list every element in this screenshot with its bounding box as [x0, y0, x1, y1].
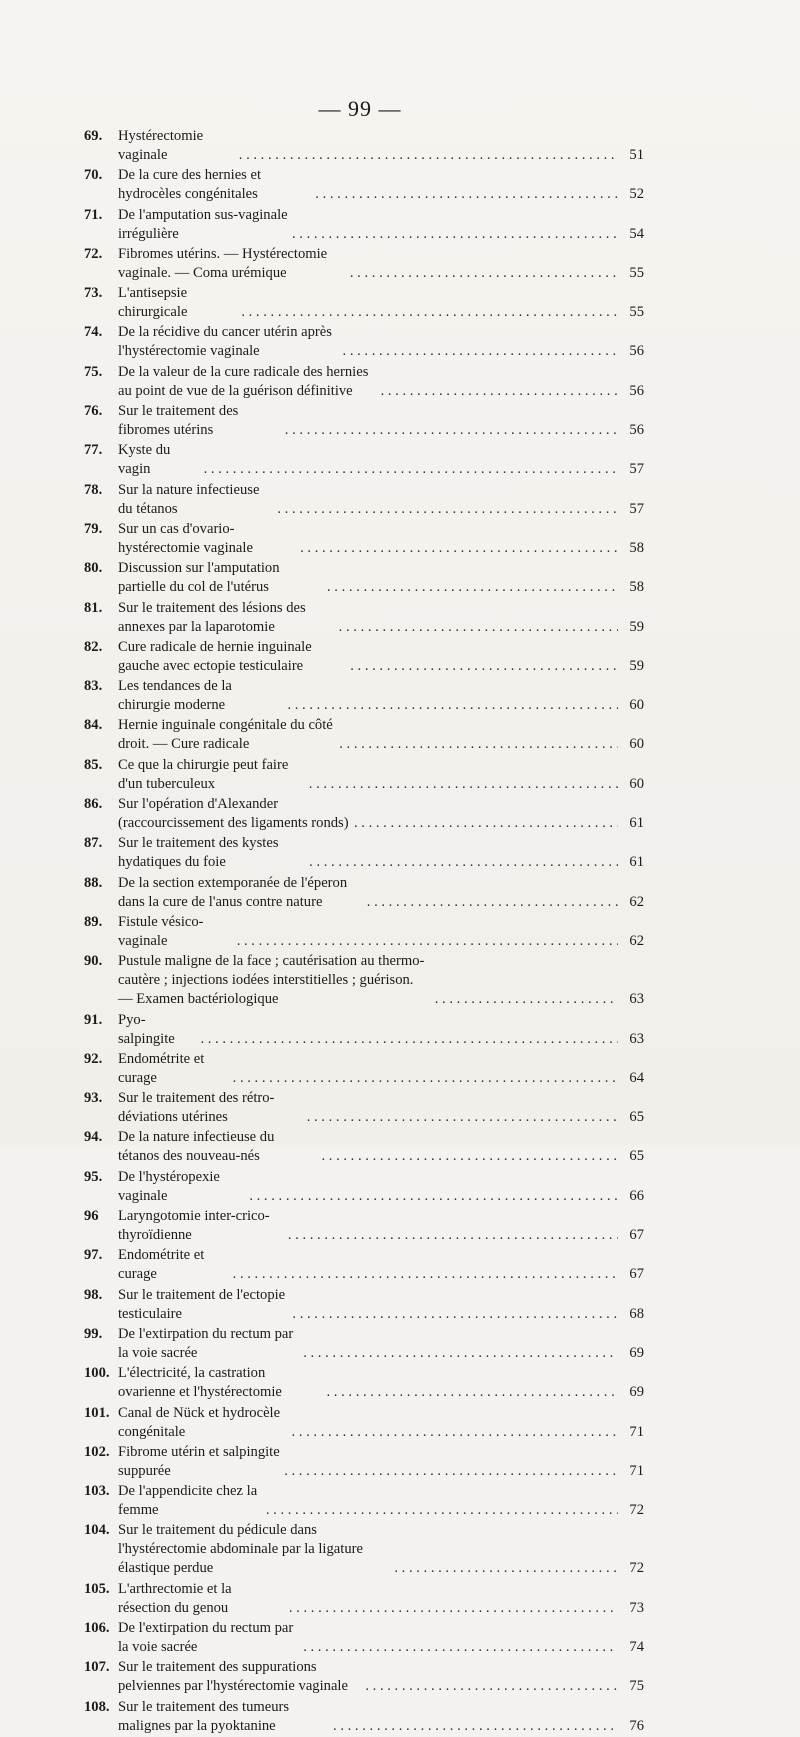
dot-leader: [200, 1030, 618, 1049]
entry-number: 102.: [84, 1443, 110, 1460]
dot-leader: [288, 1226, 618, 1245]
toc-entry: [84, 441, 644, 479]
entry-body: [118, 363, 644, 401]
dot-leader: [315, 185, 618, 204]
entry-page-number: 72: [629, 1502, 644, 1519]
toc-entry: [84, 127, 644, 165]
dot-leader: [289, 1599, 618, 1618]
entry-title: Canal de Nück et hydrocèle congénitale: [118, 1404, 281, 1440]
entry-number: 72.: [84, 245, 103, 262]
entry-body: [118, 1246, 644, 1284]
toc-entry: [84, 1325, 644, 1363]
entry-title: L'arthrectomie et la résection du genou: [118, 1580, 232, 1616]
entry-title: Sur la nature infectieuse du tétanos: [118, 481, 260, 517]
entry-body: [118, 874, 644, 912]
toc-entry: [84, 952, 644, 1009]
entry-number: 88.: [84, 874, 103, 891]
entry-page-number: 69: [629, 1384, 644, 1401]
dot-leader: [287, 696, 618, 715]
dot-leader: [292, 1423, 618, 1442]
entry-number: 108.: [84, 1698, 110, 1715]
table-of-contents: [84, 127, 644, 1737]
entry-body: [118, 1207, 644, 1245]
toc-entry: [84, 1698, 644, 1736]
entry-page-number: 55: [629, 304, 644, 321]
toc-entry: [84, 913, 644, 951]
entry-page-number: 74: [629, 1638, 644, 1655]
toc-entry: [84, 1619, 644, 1657]
dot-leader: [350, 264, 618, 283]
entry-page-number: 64: [629, 1069, 644, 1086]
entry-page-number: 65: [629, 1148, 644, 1165]
entry-page-number: 58: [629, 579, 644, 596]
dot-leader: [303, 1638, 618, 1657]
entry-body: [118, 599, 644, 637]
entry-page-number: 62: [629, 932, 644, 949]
entry-title: Kyste du vagin: [118, 442, 171, 478]
entry-body: [118, 677, 644, 715]
entry-title: L'antisepsie chirurgicale: [118, 285, 188, 321]
dot-leader: [303, 1344, 618, 1363]
entry-page-number: 57: [629, 500, 644, 517]
dot-leader: [327, 578, 618, 597]
toc-entry: [84, 1050, 644, 1088]
dot-leader: [327, 1383, 619, 1402]
entry-page-number: 56: [629, 422, 644, 439]
entry-title: Sur l'opération d'Alexander (raccourcissement des ligaments ronds): [118, 796, 349, 832]
dot-leader: [339, 735, 618, 754]
entry-number: 103.: [84, 1483, 110, 1500]
entry-number: 105.: [84, 1580, 110, 1597]
entry-body: [118, 323, 644, 361]
entry-title: Discussion sur l'amputation partielle du col de l'utérus: [118, 560, 280, 596]
entry-title: De la section extemporanée de l'éperon dans la cure de l'anus contre nature: [118, 874, 348, 910]
dot-leader: [354, 814, 618, 833]
entry-body: [118, 127, 644, 165]
toc-entry: [84, 599, 644, 637]
entry-title: L'électricité, la castration ovarienne et l'hystérectomie: [118, 1365, 282, 1401]
entry-body: [118, 834, 644, 872]
dot-leader: [204, 460, 618, 479]
entry-number: 95.: [84, 1168, 103, 1185]
entry-page-number: 63: [629, 1030, 644, 1047]
entry-title: De la valeur de la cure radicale des hernies au point de vue de la guérison définitive: [118, 363, 369, 399]
toc-entry: [84, 1404, 644, 1442]
dot-leader: [435, 990, 618, 1009]
entry-number: 106.: [84, 1619, 110, 1636]
dot-leader: [333, 1717, 618, 1736]
entry-page-number: 55: [629, 264, 644, 281]
toc-entry: [84, 1364, 644, 1402]
entry-title: Sur le traitement des rétro-déviations utérines: [118, 1090, 275, 1126]
entry-page-number: 68: [629, 1305, 644, 1322]
entry-title: Endométrite et curage: [118, 1247, 205, 1283]
toc-entry: [84, 245, 644, 283]
entry-number: 98.: [84, 1286, 103, 1303]
dot-leader: [309, 853, 618, 872]
entry-body: [118, 402, 644, 440]
entry-body: [118, 284, 644, 322]
entry-number: 85.: [84, 756, 103, 773]
entry-body: [118, 913, 644, 951]
entry-number: 84.: [84, 717, 103, 734]
toc-entry: [84, 677, 644, 715]
toc-entry: [84, 1011, 644, 1049]
entry-body: [118, 756, 644, 794]
entry-page-number: 59: [629, 657, 644, 674]
entry-title: Sur le traitement de l'ectopie testiculaire: [118, 1286, 286, 1322]
entry-page-number: 69: [629, 1344, 644, 1361]
toc-entry: [84, 716, 644, 754]
entry-page-number: 65: [629, 1109, 644, 1126]
entry-number: 75.: [84, 363, 103, 380]
entry-number: 91.: [84, 1011, 103, 1028]
entry-number: 97.: [84, 1247, 103, 1264]
entry-page-number: 62: [629, 893, 644, 910]
toc-entry: [84, 166, 644, 204]
toc-entry: [84, 756, 644, 794]
toc-entry: [84, 795, 644, 833]
entry-body: [118, 1168, 644, 1206]
entry-page-number: 72: [629, 1560, 644, 1577]
entry-title: Ce que la chirurgie peut faire d'un tuberculeux: [118, 756, 289, 792]
dot-leader: [285, 421, 618, 440]
dot-leader: [241, 303, 618, 322]
entry-page-number: 71: [629, 1462, 644, 1479]
toc-entry: [84, 402, 644, 440]
toc-entry: [84, 1443, 644, 1481]
entry-number: 104.: [84, 1522, 110, 1539]
entry-title: Les tendances de la chirurgie moderne: [118, 678, 232, 714]
entry-number: 80.: [84, 560, 103, 577]
entry-body: [118, 1443, 644, 1481]
entry-number: 87.: [84, 835, 103, 852]
entry-body: [118, 1482, 644, 1520]
entry-title: Fistule vésico-vaginale: [118, 913, 204, 949]
entry-body: [118, 481, 644, 519]
entry-body: [118, 520, 644, 558]
toc-entry: [84, 1658, 644, 1696]
entry-title: Fibromes utérins. — Hystérectomie vaginale. — Coma urémique: [118, 245, 328, 281]
entry-body: [118, 1521, 644, 1578]
entry-page-number: 63: [629, 991, 644, 1008]
entry-title: De l'extirpation du rectum par la voie sacrée: [118, 1325, 294, 1361]
entry-body: [118, 166, 644, 204]
dot-leader: [307, 1108, 618, 1127]
entry-title: De la récidive du cancer utérin après l'hystérectomie vaginale: [118, 324, 332, 360]
entry-title: Hernie inguinale congénitale du côté droit. — Cure radicale: [118, 717, 333, 753]
entry-page-number: 52: [629, 186, 644, 203]
entry-number: 100.: [84, 1365, 110, 1382]
dot-leader: [321, 1147, 618, 1166]
dot-leader: [300, 539, 618, 558]
toc-entry: [84, 559, 644, 597]
entry-body: [118, 716, 644, 754]
entry-page-number: 71: [629, 1423, 644, 1440]
entry-number: 76.: [84, 403, 103, 420]
entry-number: 99.: [84, 1325, 103, 1342]
entry-title: Sur un cas d'ovario-hystérectomie vaginale: [118, 520, 253, 556]
entry-page-number: 56: [629, 343, 644, 360]
entry-body: [118, 795, 644, 833]
dot-leader: [367, 893, 618, 912]
entry-body: [118, 559, 644, 597]
entry-body: [118, 1011, 644, 1049]
entry-title: De l'appendicite chez la femme: [118, 1483, 258, 1519]
entry-body: [118, 1050, 644, 1088]
entry-number: 74.: [84, 324, 103, 341]
entry-number: 92.: [84, 1050, 103, 1067]
dot-leader: [277, 500, 618, 519]
entry-title: Pustule maligne de la face ; cautérisation au thermo-cautère ; injections iodées interstitielles ; guérison. — Examen bactériologique: [118, 953, 425, 1008]
entry-number: 101.: [84, 1404, 110, 1421]
entry-title: Sur le traitement des suppurations pelviennes par l'hystérectomie vaginale: [118, 1659, 348, 1695]
entry-number: 89.: [84, 913, 103, 930]
entry-body: [118, 1658, 644, 1696]
entry-page-number: 67: [629, 1266, 644, 1283]
entry-number: 78.: [84, 481, 103, 498]
toc-entry: [84, 874, 644, 912]
entry-page-number: 59: [629, 618, 644, 635]
entry-page-number: 73: [629, 1599, 644, 1616]
entry-page-number: 76: [629, 1717, 644, 1734]
entry-title: Endométrite et curage: [118, 1050, 205, 1086]
entry-title: De l'extirpation du rectum par la voie sacrée: [118, 1619, 294, 1655]
dot-leader: [339, 618, 618, 637]
entry-body: [118, 1619, 644, 1657]
entry-body: [118, 1128, 644, 1166]
toc-entry: [84, 363, 644, 401]
dot-leader: [237, 932, 618, 951]
entry-number: 94.: [84, 1129, 103, 1146]
entry-number: 86.: [84, 796, 103, 813]
entry-page-number: 60: [629, 775, 644, 792]
entry-number: 73.: [84, 285, 103, 302]
dot-leader: [292, 1305, 618, 1324]
entry-title: Sur le traitement des tumeurs malignes par la pyoktanine: [118, 1698, 290, 1734]
entry-title: Sur le traitement des fibromes utérins: [118, 403, 239, 439]
entry-page-number: 61: [629, 815, 644, 832]
dot-leader: [249, 1187, 618, 1206]
entry-title: Cure radicale de hernie inguinale gauche avec ectopie testiculaire: [118, 638, 312, 674]
entry-page-number: 66: [629, 1187, 644, 1204]
entry-body: [118, 1364, 644, 1402]
entry-body: [118, 1286, 644, 1324]
entry-page-number: 67: [629, 1227, 644, 1244]
entry-title: Sur le traitement des kystes hydatiques du foie: [118, 835, 279, 871]
entry-title: De la nature infectieuse du tétanos des nouveau-nés: [118, 1129, 275, 1165]
entry-body: [118, 1404, 644, 1442]
entry-body: [118, 1325, 644, 1363]
entry-body: [118, 206, 644, 244]
entry-body: [118, 441, 644, 479]
dot-leader: [381, 382, 618, 401]
toc-entry: [84, 284, 644, 322]
entry-page-number: 58: [629, 539, 644, 556]
entry-title: De l'hystéropexie vaginale: [118, 1168, 220, 1204]
entry-body: [118, 952, 644, 1009]
entry-page-number: 57: [629, 461, 644, 478]
entry-body: [118, 1698, 644, 1736]
entry-body: [118, 1089, 644, 1127]
dot-leader: [350, 657, 618, 676]
entry-number: 83.: [84, 678, 103, 695]
toc-entry: [84, 1286, 644, 1324]
entry-title: Fibrome utérin et salpingite suppurée: [118, 1443, 280, 1479]
entry-number: 71.: [84, 206, 103, 223]
entry-number: 90.: [84, 953, 103, 970]
toc-entry: [84, 1168, 644, 1206]
entry-number: 96: [84, 1208, 99, 1225]
entry-number: 77.: [84, 442, 103, 459]
toc-entry: [84, 1246, 644, 1284]
entry-title: Sur le traitement des lésions des annexes par la laparotomie: [118, 599, 306, 635]
dot-leader: [365, 1677, 618, 1696]
dot-leader: [239, 146, 618, 165]
toc-entry: [84, 1089, 644, 1127]
dot-leader: [233, 1069, 618, 1088]
entry-number: 93.: [84, 1090, 103, 1107]
entry-title: Laryngotomie inter-crico-thyroïdienne: [118, 1208, 270, 1244]
dot-leader: [233, 1265, 618, 1284]
entry-number: 69.: [84, 128, 103, 144]
entry-body: [118, 1580, 644, 1618]
dot-leader: [284, 1462, 618, 1481]
entry-page-number: 51: [629, 147, 644, 163]
entry-page-number: 54: [629, 225, 644, 242]
toc-entry: [84, 481, 644, 519]
entry-body: [118, 638, 644, 676]
toc-entry: [84, 206, 644, 244]
dot-leader: [343, 342, 618, 361]
entry-page-number: 75: [629, 1678, 644, 1695]
toc-entry: [84, 520, 644, 558]
toc-entry: [84, 1482, 644, 1520]
entry-title: Sur le traitement du pédicule dans l'hystérectomie abdominale par la ligature élastique perdue: [118, 1522, 363, 1577]
entry-number: 107.: [84, 1659, 110, 1676]
toc-entry: [84, 1521, 644, 1578]
entry-number: 79.: [84, 520, 103, 537]
toc-entry: [84, 1128, 644, 1166]
dot-leader: [292, 225, 618, 244]
entry-number: 70.: [84, 167, 103, 184]
toc-entry: [84, 323, 644, 361]
dot-leader: [266, 1501, 618, 1520]
entry-title: Hystérectomie vaginale: [118, 128, 204, 163]
entry-page-number: 60: [629, 697, 644, 714]
entry-number: 82.: [84, 638, 103, 655]
dot-leader: [394, 1559, 618, 1578]
entry-page-number: 61: [629, 854, 644, 871]
dot-leader: [309, 775, 618, 794]
page-number: — 99 —: [318, 96, 402, 121]
entry-body: [118, 245, 644, 283]
toc-entry: [84, 834, 644, 872]
toc-entry: [84, 1580, 644, 1618]
entry-title: Pyo-salpingite: [118, 1011, 175, 1047]
toc-entry: [84, 638, 644, 676]
entry-title: De la cure des hernies et hydrocèles congénitales: [118, 167, 262, 203]
entry-number: 81.: [84, 599, 103, 616]
entry-page-number: 60: [629, 736, 644, 753]
toc-entry: [84, 1207, 644, 1245]
entry-title: De l'amputation sus-vaginale irrégulière: [118, 206, 288, 242]
entry-page-number: 56: [629, 382, 644, 399]
